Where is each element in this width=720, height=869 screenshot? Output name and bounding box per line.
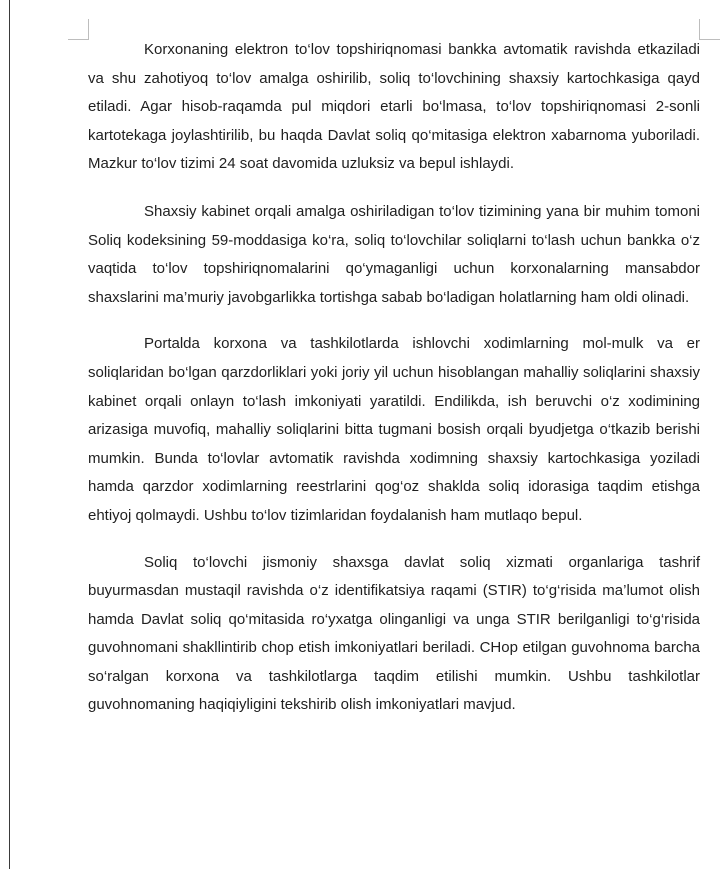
margin-corner-mark-left xyxy=(68,19,89,40)
paragraph-4[interactable]: Soliq to‘lovchi jismoniy shaxsga davlat soliq xizmati organlariga tashrif buyurmasdan mustaqil ravishda o‘z identifikatsiya raqami (STIR) to‘g‘risida ma’lumot olish hamda Davlat soliq qo‘mitasida ro‘yxatga olinganligi va unga STIR berilganligi to‘g‘risida guvohnomani shakllintirib chop etish imkoniyatlari beriladi. CHop etilgan guvohnoma barcha so‘ralgan korxona va tashkilotlarga taqdim etilishi mumkin. Ushbu tashkilotlar guvohnomaning haqiqiyligini tekshirib olish imkoniyatlari mavjud. xyxy=(88,553,700,714)
paragraph-1[interactable]: Korxonaning elektron to‘lov topshiriqnomasi bankka avtomatik ravishda etkaziladi va shu zahotiyoq to‘lov amalga oshirilib, soliq to‘lovchining shaxsiy kartochkasiga qayd etiladi. Agar hisob-raqamda pul miqdori etarli bo‘lmasa, to‘lov topshiriqnomasi 2-sonli kartotekaga joylashtirilib, bu haqda Davlat soliq qo‘mitasiga elektron xabarnoma yuboriladi. Mazkur to‘lov tizimi 24 soat davomida uzluksiz va bepul ishlaydi. xyxy=(88,41,700,173)
page-edge-line xyxy=(9,0,10,869)
document-body[interactable] xyxy=(88,36,700,739)
paragraph-2[interactable]: Shaxsiy kabinet orqali amalga oshiriladigan to‘lov tizimining yana bir muhim tomoni Soliq kodeksining 59-moddasiga ko‘ra, soliq to‘lovchilar soliqlarni to‘lash uchun bankka o‘z vaqtida to‘lov topshiriqnomalarini qo‘ymaganligi uchun korxonalarning mansabdor shaxslarini ma’muriy javobgarlikka tortishga sabab bo‘ladigan holatlarning ham oldi olinadi. xyxy=(88,202,700,306)
margin-corner-mark-right xyxy=(699,19,720,40)
paragraph-3[interactable]: Portalda korxona va tashkilotlarda ishlovchi xodimlarning mol-mulk va er soliqlaridan bo‘lgan qarzdorliklari yoki joriy yil uchun hisoblangan mahalliy soliqlarini shaxsiy kabinet orqali onlayn to‘lash imkoniyati yaratildi. Endilikda, ish beruvchi o‘z xodimining arizasiga muvofiq, mahalliy soliqlarini bitta tugmani bosish orqali byudjetga o‘tkazib berishi mumkin. Bunda to‘lovlar avtomatik ravishda xodimning shaxsiy kartochkasiga yoziladi hamda qarzdor xodimlarning reestrlarini qog‘oz shaklda soliq idorasiga taqdim etishga ehtiyoj qolmaydi. Ushbu to‘lov tizimlaridan foydalanish ham mutlaqo bepul. xyxy=(88,335,700,524)
